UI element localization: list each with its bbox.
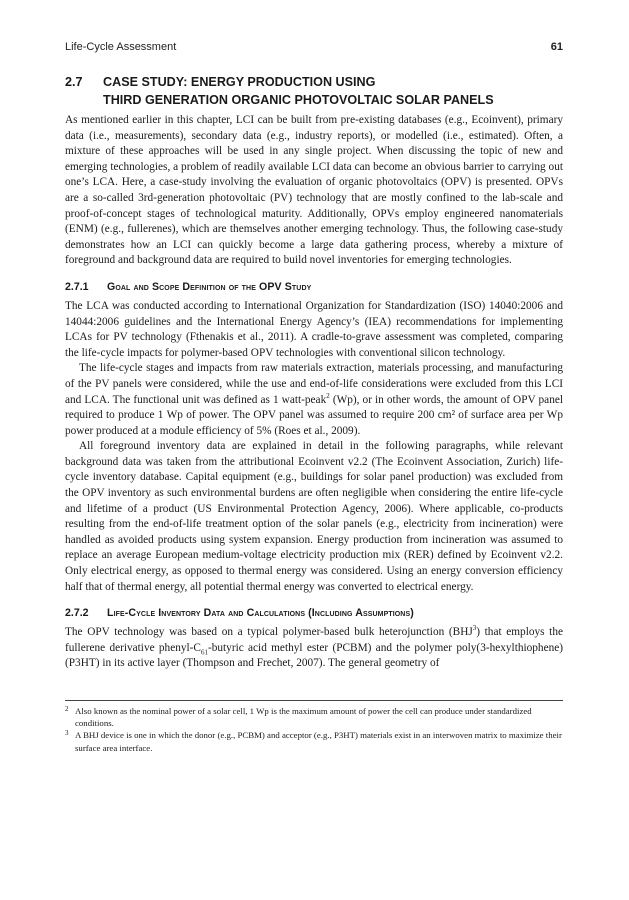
paragraph-text: -butyric acid methyl ester (PCBM) and the polymer poly(3-hexylthiophene) (P3HT) in its active layer (Thompson and Frechet, 2007). The general geometry of	[65, 641, 564, 670]
paragraph-text: ) that employs the fullerene derivative phenyl-C	[65, 626, 563, 654]
footnotes	[65, 705, 563, 754]
footnote-2	[65, 705, 563, 729]
subscript-61: 61	[200, 648, 208, 657]
section-title-line-2: THIRD GENERATION ORGANIC PHOTOVOLTAIC SOLAR PANELS	[103, 93, 494, 107]
subsection-heading-goal-scope	[65, 281, 563, 293]
subsection-title: Goal and Scope Definition of the OPV Study	[107, 280, 312, 293]
subsection-number: 2.7.1	[65, 280, 89, 293]
subsection-heading-lci-data	[65, 607, 563, 619]
subsection-number: 2.7.2	[65, 607, 89, 620]
paragraph-text: The life-cycle stages and impacts from raw materials extraction, materials processing, and manufacturing of the PV panels were considered, while the use and end-of-life considerations were excluded from this LCI and LCA. The functional unit was defined as 1 watt-peak	[65, 362, 563, 406]
footnote-text: A BHJ device is one in which the donor (e.g., PCBM) and acceptor (e.g., P3HT) materials exist in an interwoven matrix to maximize their surface area interface.	[75, 730, 562, 753]
paragraph-lca-standards: The LCA was conducted according to International Organization for Standardization (ISO) 14040:2006 and 14044:2006 guidelines and the International Energy Agency’s (IEA) recommendations for implementing LCAs for PV technology (Fthenakis et al., 2011). A cradle-to-grave assessment was completed, comparing the life-cycle impacts for polymer-based OPV technologies with conventional silicon technology.	[65, 299, 563, 359]
page-number: 61	[550, 41, 563, 53]
footnote-mark: 2	[65, 705, 69, 713]
footnote-divider	[65, 700, 563, 701]
footnote-ref-3[interactable]: 3	[472, 624, 477, 633]
paragraph-text: (Wp), or in other words, the amount of OPV panel required to produce 1 Wp of power. The OPV panel was assumed to require 200 cm² of surface area per Wp power produced at a module efficiency of 5% (Roes et al., 2009).	[65, 393, 563, 437]
footnote-text: Also known as the nominal power of a solar cell, 1 Wp is the maximum amount of power the cell can produce under standardized conditions.	[75, 706, 532, 729]
section-heading	[65, 73, 563, 109]
section-title-line-1: CASE STUDY: ENERGY PRODUCTION USING	[103, 75, 376, 89]
footnote-3	[65, 729, 563, 753]
footnote-mark: 3	[65, 729, 69, 738]
subsection-title: Life-Cycle Inventory Data and Calculations (Including Assumptions)	[107, 607, 414, 620]
section-intro-paragraph: As mentioned earlier in this chapter, LCI can be built from pre-existing databases (e.g., Ecoinvent), primary data (i.e., measurements), secondary data (e.g., industry reports), or modelled (i.e., estimated). Often, a mixture of these approaches will be used in any single project. When discussing the topic of new and emerging technologies, a problem of readily available LCI data can become an obvious barrier to carrying out one’s LCA. Here, a case-study involving the evaluation of organic photovoltaics (OPV) is presented. OPVs are a so-called 3rd-generation photovoltaic (PV) technology that are mostly confined to the lab-scale and proof-of-concept stages of technological maturity. Additionally, OPVs employ engineered nanomaterials (ENM) (e.g., fullerenes), which are themselves another emerging technology. Thus, the following case-study demonstrates how an LCI can quickly become a large data gathering process, whereby a mixture of foreground and background data are required to build novel inventories for emerging technologies.	[65, 114, 563, 267]
section-number: 2.7	[65, 75, 83, 89]
paragraph-text: The OPV technology was based on a typical polymer-based bulk heterojunction (BHJ	[65, 626, 473, 639]
footnote-ref-2[interactable]: 2	[326, 391, 330, 400]
running-title: Life-Cycle Assessment	[65, 41, 177, 53]
paragraph-foreground-data: All foreground inventory data are explained in detail in the following paragraphs, while relevant background data was taken from the attributional Ecoinvent v2.2 (The Ecoinvent Association, Zurich) life-cycle inventory database. Capital equipment (e.g., buildings for solar panel production) was excluded from the OPV inventory as such environmental burdens are often negligible when considering the entire life-cycle and lifetime of a product (US Environmental Protection Agency, 2006). Where applicable, co-products resulting from the end-of-life treatment option of the solar panels (e.g., electricity from incineration) were handled as avoided products using system expansion. Energy production from incineration was assumed to replace an average European medium-voltage electricity production mix (RER) defined by Ecoinvent v2.2. Only electrical energy, as opposed to thermal energy was considered. Using an energy conversion efficiency half that of thermal energy, all potential thermal energy was converted to electrical energy.	[65, 440, 563, 593]
page-content	[65, 73, 563, 754]
running-header	[65, 41, 563, 53]
paragraph-opv-technology	[65, 625, 563, 672]
paragraph-functional-unit	[65, 361, 563, 439]
